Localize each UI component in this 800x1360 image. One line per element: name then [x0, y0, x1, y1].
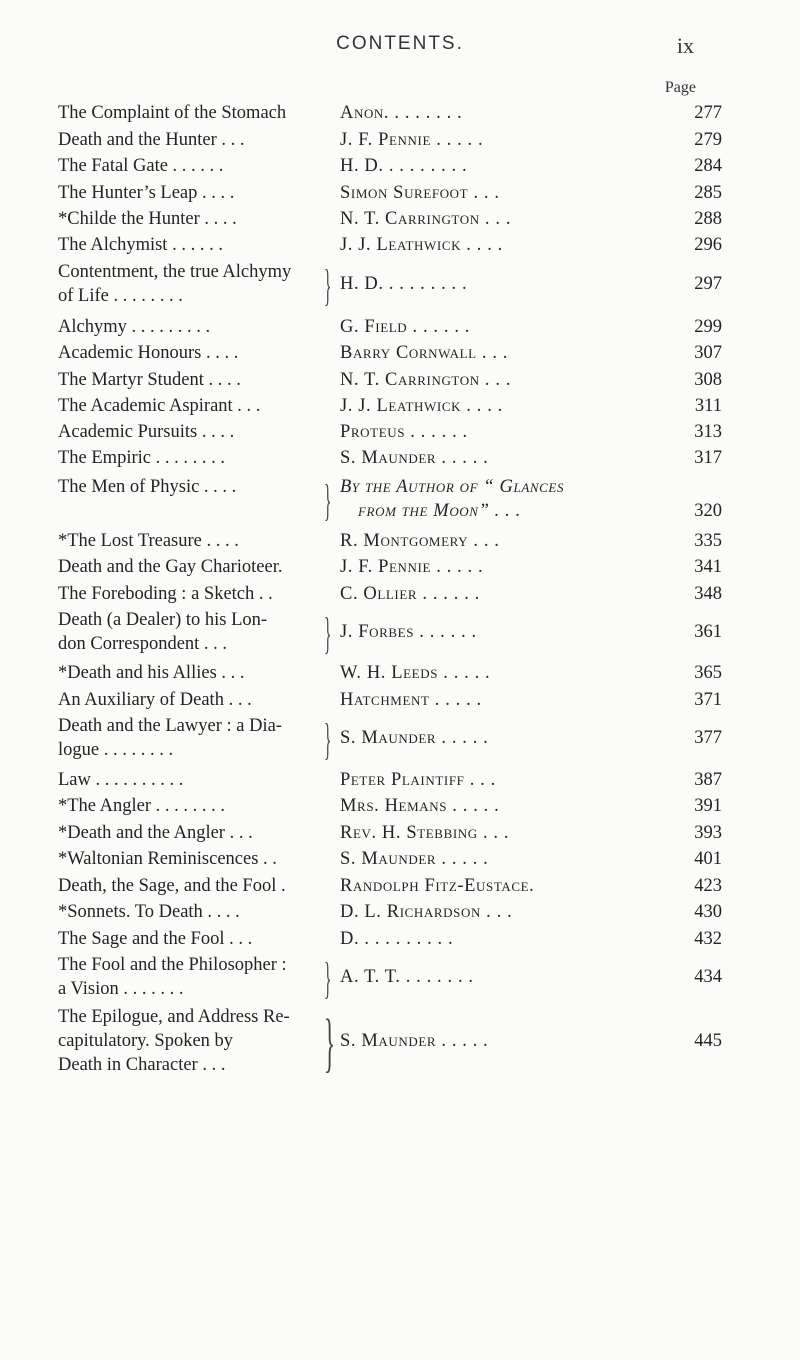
entry-page-number: 313: [694, 422, 722, 442]
entry-author: Mrs. Hemans . . . . .: [340, 796, 500, 816]
entry-author: H. D. . . . . . . . .: [340, 156, 468, 176]
entry-title: *The Angler . . . . . . . .: [58, 796, 225, 816]
entry-title: The Martyr Student . . . .: [58, 370, 241, 390]
entry-author: W. H. Leeds . . . . .: [340, 663, 491, 683]
entry-page-number: 445: [694, 1031, 722, 1051]
entry-page-number: 335: [694, 531, 722, 551]
entry-page-number: 299: [694, 317, 722, 337]
entry-title: Academic Honours . . . .: [58, 343, 239, 363]
page-header: [0, 33, 800, 63]
entry-title-continued: don Correspondent . . .: [58, 634, 228, 654]
entry-page-number: 393: [694, 823, 722, 843]
entry-title: The Alchymist . . . . . .: [58, 235, 223, 255]
entry-author: J. J. Leathwick . . . .: [340, 235, 503, 255]
entry-author: S. Maunder . . . . .: [340, 849, 489, 869]
entry-page-number: 320: [694, 501, 722, 521]
entry-author: R. Montgomery . . .: [340, 531, 500, 551]
entry-title: The Sage and the Fool . . .: [58, 929, 253, 949]
entry-title: *Death and his Allies . . .: [58, 663, 245, 683]
brace-glyph: }: [324, 476, 332, 525]
entry-title: The Fatal Gate . . . . . .: [58, 156, 224, 176]
entry-title-continued: a Vision . . . . . . .: [58, 979, 184, 999]
entry-page-number: 277: [694, 103, 722, 123]
brace-glyph: }: [324, 1006, 336, 1079]
entry-title: *Waltonian Reminiscences . .: [58, 849, 277, 869]
entry-title: Contentment, the true Alchymy: [58, 262, 292, 282]
entry-page-number: 387: [694, 770, 722, 790]
entry-page-number: 434: [694, 967, 722, 987]
entry-author: By the Author of “ Glances: [340, 477, 565, 497]
entry-title: Law . . . . . . . . . .: [58, 770, 184, 790]
entry-author: H. D. . . . . . . . .: [340, 274, 468, 294]
entry-page-number: 371: [694, 690, 722, 710]
entry-page-number: 423: [694, 876, 722, 896]
entry-title: An Auxiliary of Death . . .: [58, 690, 252, 710]
entry-author: G. Field . . . . . .: [340, 317, 470, 337]
entry-author: S. Maunder . . . . .: [340, 1031, 489, 1051]
entry-title-continued: Death in Character . . .: [58, 1055, 226, 1075]
entry-author: Randolph Fitz-Eustace.: [340, 876, 535, 896]
entry-page-number: 430: [694, 902, 722, 922]
entry-title: Death and the Hunter . . .: [58, 130, 245, 150]
entry-title: The Men of Physic . . . .: [58, 477, 237, 497]
entry-title: The Foreboding : a Sketch . .: [58, 584, 273, 604]
entry-author: D. L. Richardson . . .: [340, 902, 513, 922]
entry-page-number: 285: [694, 183, 722, 203]
entry-author: Barry Cornwall . . .: [340, 343, 509, 363]
entry-author: J. F. Pennie . . . . .: [340, 557, 484, 577]
entry-page-number: 296: [694, 235, 722, 255]
brace-glyph: }: [324, 715, 332, 764]
entry-author: N. T. Carrington . . .: [340, 209, 512, 229]
entry-author-continued: from the Moon” . . .: [358, 501, 521, 521]
entry-page-number: 279: [694, 130, 722, 150]
entry-author: N. T. Carrington . . .: [340, 370, 512, 390]
entry-title: Death and the Lawyer : a Dia-: [58, 716, 282, 736]
entry-title: The Academic Aspirant . . .: [58, 396, 261, 416]
entry-page-number: 317: [694, 448, 722, 468]
entry-title: The Hunter’s Leap . . . .: [58, 183, 235, 203]
entry-title: The Empiric . . . . . . . .: [58, 448, 225, 468]
entry-title: Alchymy . . . . . . . . .: [58, 317, 211, 337]
entry-title-continued: capitulatory. Spoken by: [58, 1031, 234, 1051]
page-title: CONTENTS.: [336, 33, 464, 54]
entry-title: The Complaint of the Stomach: [58, 103, 287, 123]
entry-author: S. Maunder . . . . .: [340, 448, 489, 468]
entry-author: Rev. H. Stebbing . . .: [340, 823, 510, 843]
entry-page-number: 365: [694, 663, 722, 683]
page-column-label: Page: [664, 79, 696, 96]
entry-page-number: 348: [694, 584, 722, 604]
entry-page-number: 391: [694, 796, 722, 816]
entry-page-number: 284: [694, 156, 722, 176]
entry-author: D. . . . . . . . . .: [340, 929, 454, 949]
brace-glyph: }: [324, 609, 332, 658]
entry-title-continued: logue . . . . . . . .: [58, 740, 174, 760]
entry-author: Proteus . . . . . .: [340, 422, 468, 442]
entry-page-number: 341: [694, 557, 722, 577]
entry-author: Anon. . . . . . . .: [340, 103, 463, 123]
entry-author: S. Maunder . . . . .: [340, 728, 489, 748]
entry-title-continued: of Life . . . . . . . .: [58, 286, 183, 306]
entry-title: The Epilogue, and Address Re-: [58, 1007, 290, 1027]
entry-title: The Fool and the Philosopher :: [58, 955, 287, 975]
brace-glyph: }: [324, 954, 332, 1003]
entry-author: Hatchment . . . . .: [340, 690, 482, 710]
entry-author: A. T. T. . . . . . . .: [340, 967, 474, 987]
entry-author: Peter Plaintiff . . .: [340, 770, 496, 790]
entry-title: *Death and the Angler . . .: [58, 823, 253, 843]
entry-author: C. Ollier . . . . . .: [340, 584, 480, 604]
entry-page-number: 311: [694, 396, 722, 416]
entry-title: *Sonnets. To Death . . . .: [58, 902, 240, 922]
entry-title: *Childe the Hunter . . . .: [58, 209, 237, 229]
entry-page-number: 432: [694, 929, 722, 949]
entry-title: Death and the Gay Charioteer.: [58, 557, 283, 577]
brace-glyph: }: [324, 261, 332, 310]
entry-title: *The Lost Treasure . . . .: [58, 531, 239, 551]
entry-page-number: 308: [694, 370, 722, 390]
entry-title: Death, the Sage, and the Fool .: [58, 876, 286, 896]
entry-title: Death (a Dealer) to his Lon-: [58, 610, 268, 630]
entry-page-number: 297: [694, 274, 722, 294]
entry-title: Academic Pursuits . . . .: [58, 422, 235, 442]
entry-author: J. Forbes . . . . . .: [340, 622, 477, 642]
entry-author: J. F. Pennie . . . . .: [340, 130, 484, 150]
entry-page-number: 377: [694, 728, 722, 748]
entry-author: J. J. Leathwick . . . .: [340, 396, 503, 416]
page-number: ix: [676, 33, 694, 58]
entry-author: Simon Surefoot . . .: [340, 183, 500, 203]
entry-page-number: 288: [694, 209, 722, 229]
entry-page-number: 361: [694, 622, 722, 642]
entry-page-number: 307: [694, 343, 722, 363]
entry-page-number: 401: [694, 849, 722, 869]
